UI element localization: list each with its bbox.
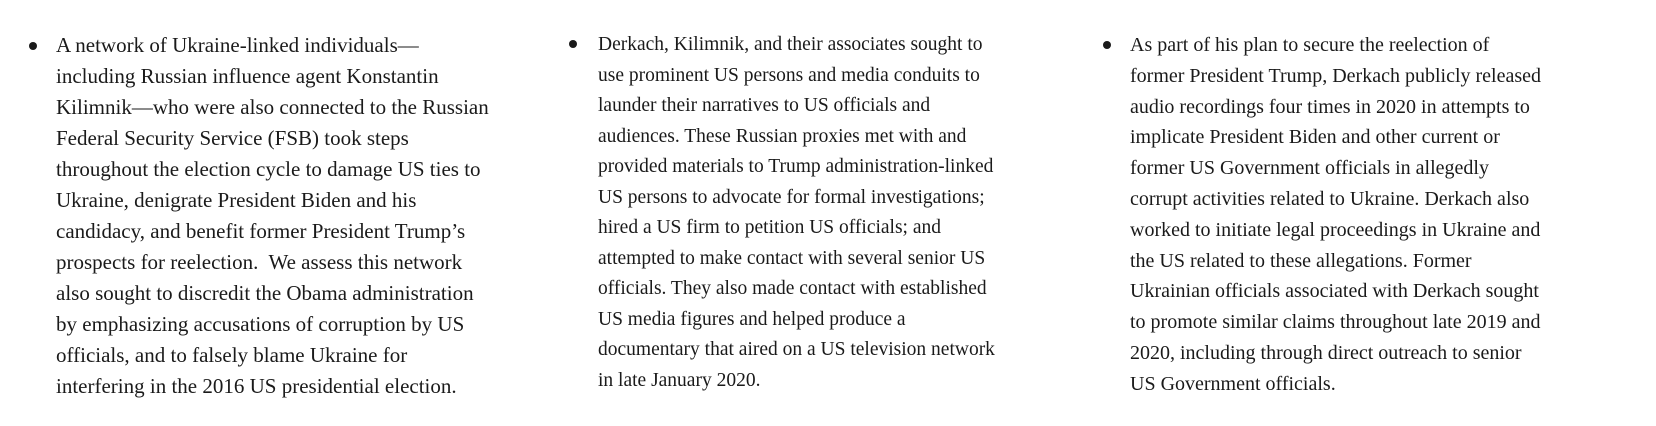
text-line: Kilimnik—who were also connected to the Russian xyxy=(56,95,489,119)
text-line: implicate President Biden and other current or xyxy=(1130,126,1500,149)
text-line: US persons to advocate for formal investigations; xyxy=(598,186,985,208)
text-line: interfering in the 2016 US presidential election. xyxy=(56,374,457,398)
text-line: candidacy, and benefit former President Trump’s xyxy=(56,219,466,243)
paragraph-3 xyxy=(1130,30,1541,400)
text-line: audiences. These Russian proxies met with and xyxy=(598,125,967,147)
text-line: worked to initiate legal proceedings in Ukraine and xyxy=(1130,218,1541,241)
paragraph-2 xyxy=(598,30,995,396)
text-line: throughout the election cycle to damage US ties to xyxy=(56,157,481,181)
text-line: attempted to make contact with several senior US xyxy=(598,247,986,269)
text-line: As part of his plan to secure the reelection of xyxy=(1130,34,1490,56)
text-line: former US Government officials in allegedly xyxy=(1130,157,1489,180)
text-line: 2020, including through direct outreach to senior xyxy=(1130,341,1522,364)
text-line: Ukraine, denigrate President Biden and his xyxy=(56,188,417,212)
text-line: former President Trump, Derkach publicly released xyxy=(1130,64,1542,87)
bullet-icon xyxy=(26,30,40,61)
text-line: prospects for reelection. We assess this network xyxy=(56,250,463,274)
text-line: to promote similar claims throughout late 2019 and xyxy=(1130,311,1541,334)
text-line: Ukrainian officials associated with Derkach sought xyxy=(1130,280,1539,303)
text-line: A network of Ukraine-linked individuals— xyxy=(56,33,419,57)
text-line: by emphasizing accusations of corruption by US xyxy=(56,312,465,336)
paragraph-1 xyxy=(56,30,489,402)
text-line: in late January 2020. xyxy=(598,369,761,391)
bullet-icon xyxy=(1100,30,1114,61)
text-line: provided materials to Trump administration-linked xyxy=(598,156,994,177)
text-line: officials. They also made contact with established xyxy=(598,278,987,299)
text-line: Federal Security Service (FSB) took steps xyxy=(56,126,409,150)
text-line: US Government officials. xyxy=(1130,372,1336,395)
text-line: corrupt activities related to Ukraine. Derkach also xyxy=(1130,187,1530,210)
bullet-icon xyxy=(566,30,580,61)
text-line: hired a US firm to petition US officials; and xyxy=(598,217,942,238)
text-line: including Russian influence agent Konstantin xyxy=(56,64,439,88)
text-line: also sought to discredit the Obama administration xyxy=(56,281,474,305)
text-line: officials, and to falsely blame Ukraine for xyxy=(56,343,408,367)
text-line: US media figures and helped produce a xyxy=(598,308,906,330)
text-line: launder their narratives to US officials and xyxy=(598,95,931,116)
text-line: use prominent US persons and media conduits to xyxy=(598,64,980,86)
text-line: the US related to these allegations. Former xyxy=(1130,249,1472,272)
text-line: documentary that aired on a US television network xyxy=(598,339,995,360)
text-line: Derkach, Kilimnik, and their associates sought to xyxy=(598,34,983,55)
text-line: audio recordings four times in 2020 in attempts to xyxy=(1130,95,1530,118)
